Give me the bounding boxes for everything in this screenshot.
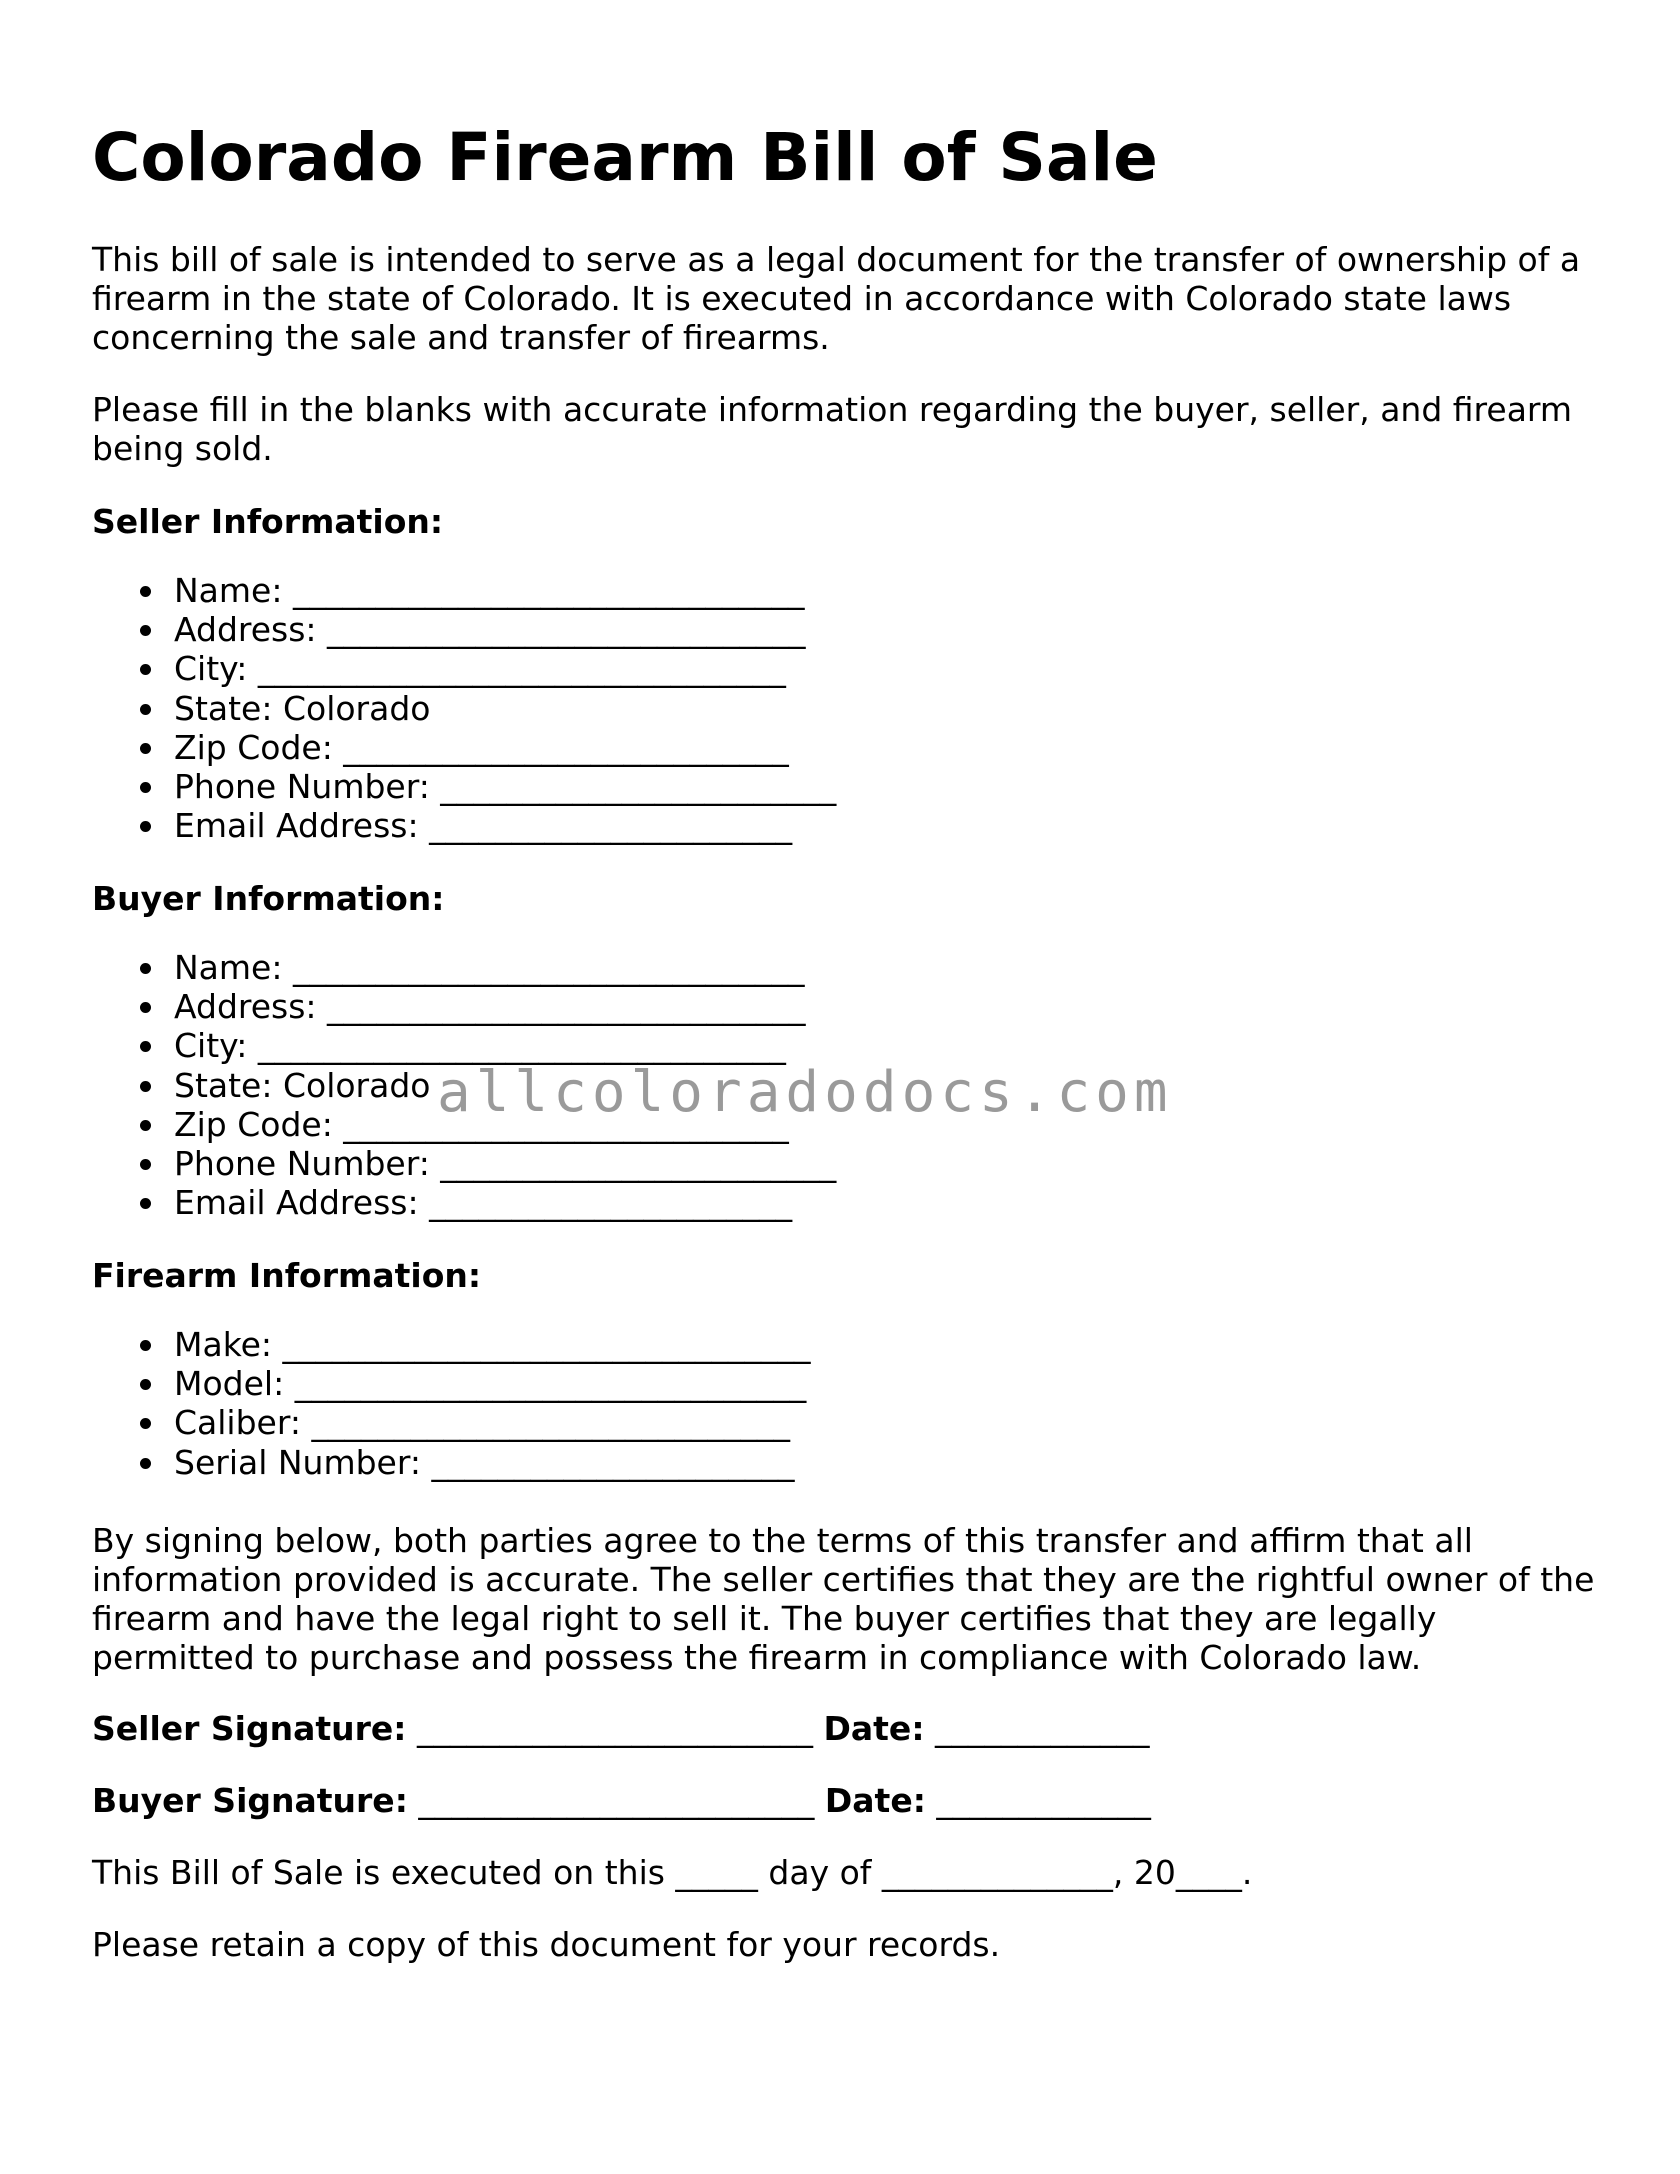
bullet-icon (140, 625, 151, 636)
bullet-icon (140, 743, 151, 754)
bullet-icon (140, 1418, 151, 1429)
buyer-zip-field[interactable]: Zip Code: ___________________________ (92, 1105, 836, 1144)
seller-address-field[interactable]: Address: _____________________________ (92, 610, 836, 649)
bullet-icon (140, 1041, 151, 1052)
firearm-caliber-field[interactable]: Caliber: _____________________________ (92, 1403, 811, 1442)
seller-signature-blank[interactable]: ________________________ (417, 1709, 813, 1748)
buyer-signature-label: Buyer Signature: (92, 1781, 408, 1820)
bullet-icon (140, 1340, 151, 1351)
buyer-state-field: State: Colorado (92, 1066, 836, 1105)
bullet-icon (140, 1081, 151, 1092)
instructions-paragraph: Please fill in the blanks with accurate information regarding the buyer, seller, and firearm being sold. (92, 390, 1573, 468)
buyer-phone-field[interactable]: Phone Number: ________________________ (92, 1144, 836, 1183)
bullet-icon (140, 1198, 151, 1209)
seller-phone-field[interactable]: Phone Number: ________________________ (92, 767, 836, 806)
seller-list (92, 571, 836, 845)
bullet-icon (140, 704, 151, 715)
buyer-email-field[interactable]: Email Address: ______________________ (92, 1183, 836, 1222)
seller-date-label: Date: (823, 1709, 925, 1748)
seller-state-field: State: Colorado (92, 689, 836, 728)
buyer-date-blank[interactable]: _____________ (936, 1781, 1151, 1820)
seller-signature-label: Seller Signature: (92, 1709, 407, 1748)
intro-paragraph: This bill of sale is intended to serve as a legal document for the transfer of ownership of a firearm in the state of Colorado. It is executed in accordance with Colorado state laws concerning the sale and transfer of firearms. (92, 240, 1581, 357)
seller-signature-line (92, 1709, 1150, 1748)
buyer-address-field[interactable]: Address: _____________________________ (92, 987, 836, 1026)
bullet-icon (140, 1002, 151, 1013)
seller-heading: Seller Information: (92, 502, 444, 541)
seller-name-field[interactable]: Name: _______________________________ (92, 571, 836, 610)
firearm-make-field[interactable]: Make: ________________________________ (92, 1325, 811, 1364)
buyer-signature-line (92, 1781, 1151, 1820)
bullet-icon (140, 664, 151, 675)
firearm-list (92, 1325, 811, 1482)
buyer-name-field[interactable]: Name: _______________________________ (92, 948, 836, 987)
retain-note: Please retain a copy of this document for your records. (92, 1925, 1001, 1964)
execution-line: This Bill of Sale is executed on this _____ day of ______________, 20____. (92, 1853, 1253, 1892)
seller-zip-field[interactable]: Zip Code: ___________________________ (92, 728, 836, 767)
seller-city-field[interactable]: City: ________________________________ (92, 649, 836, 688)
firearm-heading: Firearm Information: (92, 1256, 482, 1295)
firearm-model-field[interactable]: Model: _______________________________ (92, 1364, 811, 1403)
bullet-icon (140, 1159, 151, 1170)
seller-date-blank[interactable]: _____________ (935, 1709, 1150, 1748)
bullet-icon (140, 1458, 151, 1469)
buyer-heading: Buyer Information: (92, 879, 445, 918)
seller-email-field[interactable]: Email Address: ______________________ (92, 806, 836, 845)
bullet-icon (140, 963, 151, 974)
buyer-city-field[interactable]: City: ________________________________ (92, 1026, 836, 1065)
bullet-icon (140, 1120, 151, 1131)
watermark-text: allcoloradodocs.com (437, 1060, 1173, 1125)
document-title: Colorado Firearm Bill of Sale (92, 119, 1158, 196)
buyer-date-label: Date: (824, 1781, 926, 1820)
firearm-serial-field[interactable]: Serial Number: ______________________ (92, 1443, 811, 1482)
bullet-icon (140, 1379, 151, 1390)
agreement-paragraph: By signing below, both parties agree to the terms of this transfer and affirm that all information provided is accurate. The seller certifies that they are the rightful owner of the firearm and have the legal right to sell it. The buyer certifies that they are legally permitted to purchase and possess the firearm in compliance with Colorado law. (92, 1521, 1595, 1677)
bullet-icon (140, 586, 151, 597)
bullet-icon (140, 782, 151, 793)
buyer-signature-blank[interactable]: ________________________ (418, 1781, 815, 1820)
bullet-icon (140, 821, 151, 832)
